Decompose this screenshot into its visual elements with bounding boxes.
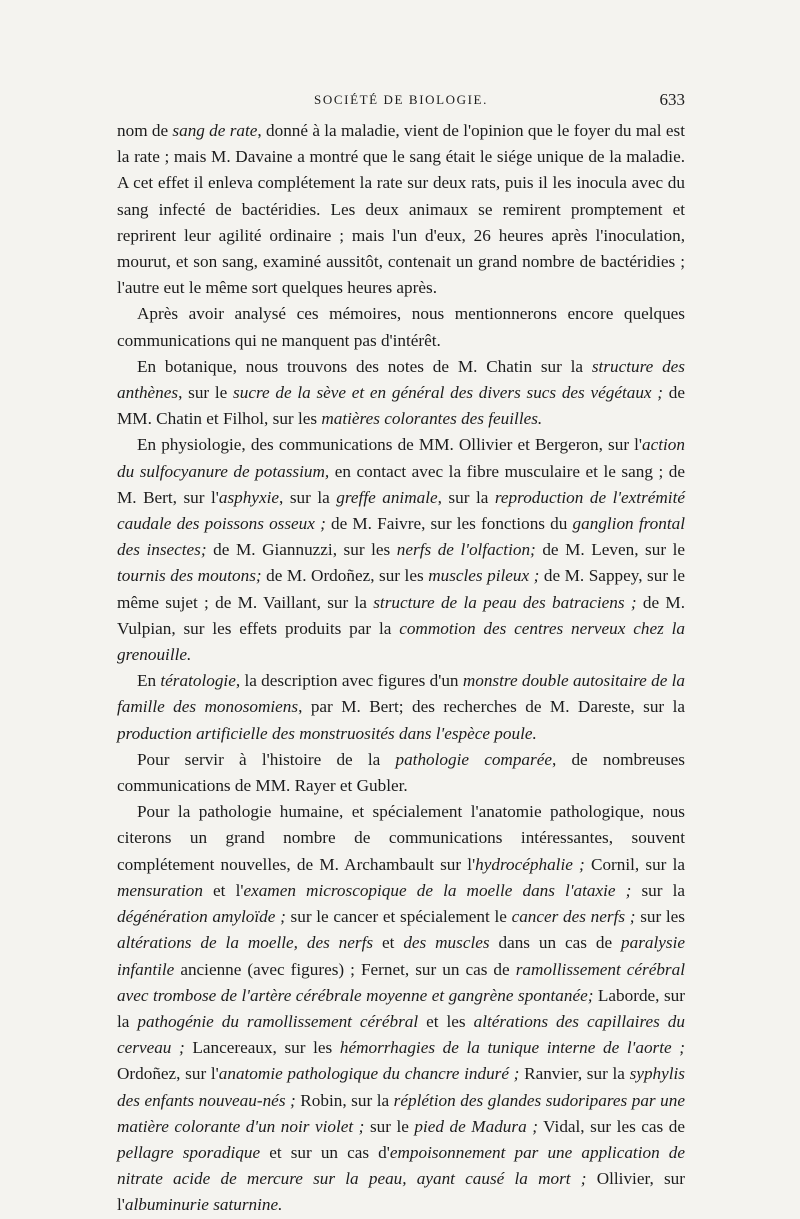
italic-phrase: altérations de la moelle, des nerfs	[117, 933, 374, 953]
italic-phrase: nerfs de l'olfaction;	[396, 540, 536, 560]
italic-phrase: tournis des moutons;	[117, 566, 262, 586]
italic-phrase: monstre double autositaire de la famille des monosomiens	[117, 671, 686, 717]
text-run: Ollivier, sur l'	[117, 1169, 685, 1215]
text-run: et l'	[202, 880, 244, 900]
text-run: , sur la	[437, 487, 495, 507]
text-run: En physiologie, des communications de MM. Ollivier et Bergeron, sur l'	[137, 435, 643, 455]
paragraph	[117, 432, 685, 668]
italic-phrase: anatomie pathologique du chancre induré ;	[218, 1064, 520, 1084]
italic-phrase: commotion des centres nerveux chez la grenouille.	[117, 618, 685, 665]
italic-phrase: asphyxie	[218, 487, 280, 507]
text-run: En botanique, nous trouvons des notes de M. Chatin sur la	[137, 356, 592, 376]
italic-phrase: reproduction de l'extrémité caudale des poissons osseux ;	[117, 487, 685, 534]
text-run: Robin, sur la	[295, 1090, 394, 1110]
page-number: 633	[659, 90, 685, 109]
text-run: de M. Sappey, sur le même sujet ; de M. Vaillant, sur la	[117, 566, 685, 612]
text-run: Lancereaux, sur les	[184, 1038, 340, 1058]
italic-phrase: action du sulfocyanure de potassium,	[117, 435, 685, 481]
body-text	[117, 118, 685, 1219]
italic-phrase: structure de la peau des batraciens ;	[373, 592, 637, 612]
text-run: sur le	[364, 1116, 415, 1136]
text-run: , par M. Bert; des recherches de M. Dareste, sur la	[298, 697, 685, 717]
text-run: sur la	[631, 880, 685, 900]
text-run: de MM. Chatin et Filhol, sur les	[117, 383, 685, 429]
text-run: , donné à la maladie, vient de l'opinion que le foyer du mal est la rate ; mais M. Davaine a montré que le sang était le siége unique de la maladie. A cet effet il enleva complétement la rate sur deux rats, puis il les inocula avec du sang infecté de bactéridies. Les deux animaux se remirent promptement et reprirent leur agilité ordinaire ; mais l'un d'eux, 26 heures après l'inoculation, mourut, et son sang, examiné aussitôt, contenait un grand nombre de bactéridies ; l'autre eut le même sort quelques heures après.	[117, 121, 685, 298]
italic-phrase: ramollissement cérébral avec trombose de l'artère cérébrale moyenne et gangrène spontanée;	[117, 959, 685, 1005]
text-run: , de nombreuses communications de MM. Rayer et Gubler.	[117, 749, 685, 796]
italic-phrase: pied de Madura ;	[414, 1116, 538, 1136]
text-run: dans un cas de	[489, 933, 622, 953]
italic-phrase: albuminurie saturnine.	[124, 1195, 283, 1215]
text-run: et sur un cas d'	[260, 1142, 390, 1162]
text-run: sur le cancer et spécialement le	[285, 907, 512, 927]
running-title: SOCIÉTÉ DE BIOLOGIE.	[314, 92, 488, 107]
text-run: Cornil, sur la	[584, 854, 686, 874]
text-run: sur les	[635, 907, 686, 927]
italic-phrase: hydrocéphalie ;	[475, 854, 585, 874]
italic-phrase: ganglion frontal des insectes;	[117, 514, 685, 560]
text-run: Pour servir à l'histoire de la	[137, 749, 396, 769]
text-run: et les	[418, 1011, 474, 1031]
text-run: en contact avec la fibre musculaire et le sang ; de M. Bert, sur l'	[117, 461, 685, 507]
text-run: ancienne (avec figures) ; Fernet, sur un cas de	[174, 959, 516, 979]
text-run: Après avoir analysé ces mémoires, nous mentionnerons encore quelques communications qui ne manquent pas d'intérêt.	[117, 304, 685, 350]
italic-phrase: des muscles	[403, 933, 490, 953]
paragraph	[117, 301, 685, 353]
italic-phrase: pellagre sporadique	[117, 1142, 261, 1162]
italic-phrase: réplétion des glandes sudoripares par une matière colorante d'un noir violet ;	[117, 1090, 685, 1136]
italic-phrase: dégénération amyloïde ;	[117, 907, 286, 927]
text-run: de M. Vulpian, sur les effets produits par la	[117, 592, 685, 638]
text-run: de M. Ordoñez, sur les	[261, 566, 429, 586]
italic-phrase: paralysie infantile	[117, 933, 685, 979]
italic-phrase: cancer des nerfs ;	[511, 907, 636, 927]
book-page	[117, 92, 685, 1219]
text-run: , la description avec figures d'un	[235, 671, 463, 691]
italic-phrase: examen microscopique de la moelle dans l'ataxie ;	[243, 880, 632, 900]
italic-phrase: syphylis des enfants nouveau-nés ;	[117, 1064, 685, 1110]
italic-phrase: tératologie	[160, 671, 236, 691]
text-run: nom de	[117, 121, 173, 140]
text-run: Laborde, sur la	[117, 985, 685, 1031]
paragraph	[117, 668, 685, 747]
text-run: , sur la	[279, 487, 337, 507]
text-run: En	[137, 671, 161, 691]
text-run: Ordoñez, sur l'	[117, 1064, 219, 1084]
text-run: Ranvier, sur la	[519, 1064, 630, 1084]
italic-phrase: empoisonnement par une application de nitrate acide de mercure sur la peau, ayant causé la mort ;	[117, 1142, 685, 1189]
text-run: , sur le	[178, 383, 234, 403]
italic-phrase: matières colorantes des feuilles.	[321, 409, 543, 429]
text-run: et	[373, 933, 404, 953]
italic-phrase: sucre de la sève et en général des divers sucs des végétaux ;	[233, 383, 664, 403]
italic-phrase: pathogénie du ramollissement cérébral	[137, 1011, 419, 1031]
text-run: Pour la pathologie humaine, et spécialement l'anatomie pathologique, nous citerons un grand nombre de communications intéressantes, souvent complétement nouvelles, de M. Archambault sur l'	[117, 802, 685, 874]
italic-phrase: structure des anthènes	[117, 356, 685, 403]
italic-phrase: muscles pileux ;	[428, 566, 540, 586]
paragraph	[117, 747, 685, 799]
paragraph	[117, 799, 685, 1218]
italic-phrase: pathologie comparée	[395, 749, 552, 769]
italic-phrase: production artificielle des monstruosités dans l'espèce poule.	[117, 723, 537, 743]
italic-phrase: greffe animale	[336, 487, 438, 507]
text-run: de M. Leven, sur le	[535, 540, 686, 560]
text-run: de M. Giannuzzi, sur les	[206, 540, 397, 560]
paragraph	[117, 118, 685, 301]
text-run: Vidal, sur les cas de	[537, 1116, 685, 1136]
italic-phrase: altérations des capillaires du cerveau ;	[117, 1011, 685, 1058]
page-header	[117, 92, 685, 114]
paragraph	[117, 354, 685, 433]
italic-phrase: sang de rate	[172, 121, 258, 140]
text-run: de M. Faivre, sur les fonctions du	[325, 514, 573, 534]
italic-phrase: mensuration	[117, 880, 203, 900]
italic-phrase: hémorrhagies de la tunique interne de l'aorte ;	[339, 1038, 685, 1058]
